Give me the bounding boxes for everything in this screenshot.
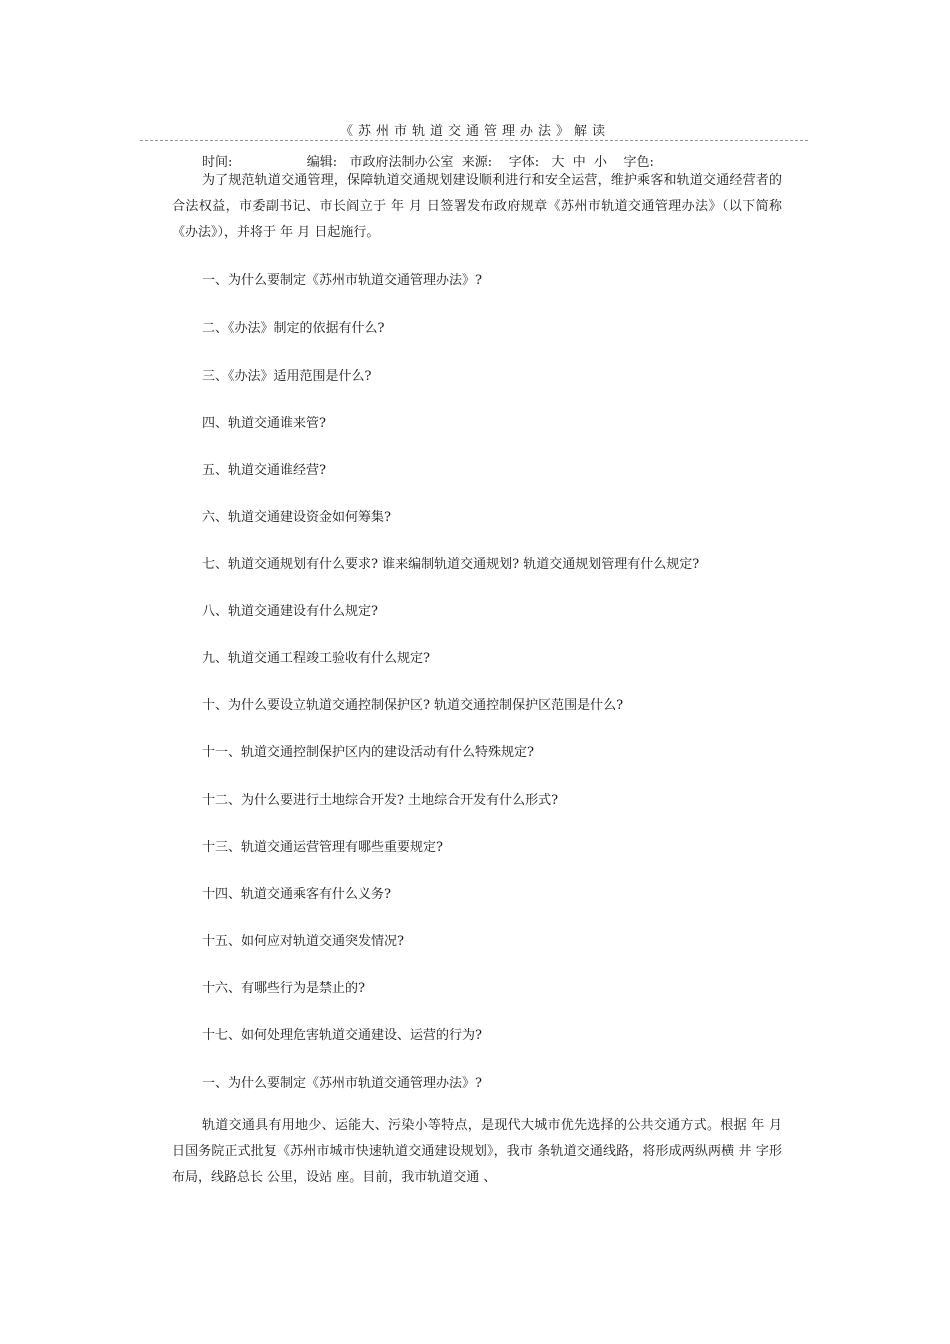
question-item: 十三、轨道交通运营管理有哪些重要规定? xyxy=(202,840,443,855)
question-item: 八、轨道交通建设有什么规定? xyxy=(202,604,378,619)
question-item: 十二、为什么要进行土地综合开发? 土地综合开发有什么形式? xyxy=(202,793,559,808)
question-item: 六、轨道交通建设资金如何筹集? xyxy=(202,510,391,525)
question-item: 十四、轨道交通乘客有什么义务? xyxy=(202,887,391,902)
title-divider xyxy=(140,140,808,141)
article-meta-line: 时间: 编辑: 市政府法制办公室 来源: 字体: 大 中 小 字色: xyxy=(202,155,654,170)
question-item: 七、轨道交通规划有什么要求? 谁来编制轨道交通规划? 轨道交通规划管理有什么规定? xyxy=(202,557,700,572)
answer-paragraph: 轨道交通具有用地少、运能大、污染小等特点，是现代大城市优先选择的公共交通方式。根据 年 月 日国务院正式批复《苏州市城市快速轨道交通建设规划》，我市 条轨道交通线路，将形成两纵两横 井 字形布局，线路总长 公里，设站 座。目前，我市轨道交通 、 xyxy=(172,1118,782,1185)
question-item: 三、《办法》适用范围是什么? xyxy=(202,369,372,384)
section-heading: 一、为什么要制定《苏州市轨道交通管理办法》? xyxy=(202,1076,482,1091)
question-item: 九、轨道交通工程竣工验收有什么规定? xyxy=(202,651,430,666)
document-title: 《苏州市轨道交通管理办法》解读 xyxy=(339,124,610,139)
question-item: 五、轨道交通谁经营? xyxy=(202,463,326,478)
question-item: 二、《办法》制定的依据有什么? xyxy=(202,321,385,336)
intro-paragraph: 为了规范轨道交通管理，保障轨道交通规划建设顺利进行和安全运营，维护乘客和轨道交通经营者的合法权益，市委副书记、市长阎立于 年 月 日签署发布政府规章《苏州市轨道交通管理办法》（以下简称《办法》），并将于 年 月 日起施行。 xyxy=(172,173,782,240)
question-item: 一、为什么要制定《苏州市轨道交通管理办法》? xyxy=(202,273,482,288)
question-item: 十一、轨道交通控制保护区内的建设活动有什么特殊规定? xyxy=(202,745,534,760)
question-item: 十七、如何处理危害轨道交通建设、运营的行为? xyxy=(202,1028,482,1043)
question-item: 十、为什么要设立轨道交通控制保护区? 轨道交通控制保护区范围是什么? xyxy=(202,698,624,713)
question-item: 十六、有哪些行为是禁止的? xyxy=(202,981,365,996)
question-item: 四、轨道交通谁来管? xyxy=(202,416,326,431)
question-item: 十五、如何应对轨道交通突发情况? xyxy=(202,934,404,949)
